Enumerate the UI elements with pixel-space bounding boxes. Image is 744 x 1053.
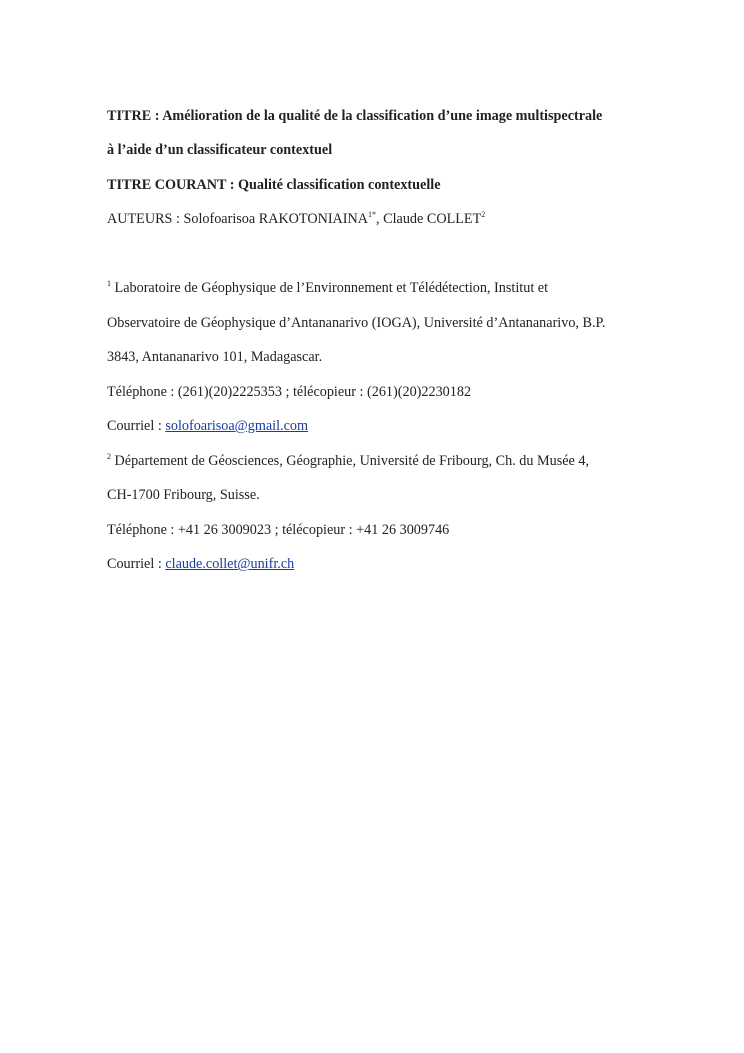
affiliation-2-phone: Téléphone : +41 26 3009023 ; télécopieur : +41 26 3009746 bbox=[107, 522, 450, 538]
affiliation-1-email-link[interactable]: solofoarisoa@gmail.com bbox=[165, 418, 309, 434]
affiliation-1-line-3: 3843, Antananarivo 101, Madagascar. bbox=[107, 349, 323, 365]
title-line-2: à l’aide d’un classificateur contextuel bbox=[107, 142, 333, 158]
authors-line bbox=[107, 210, 485, 228]
affiliation-2-email-link[interactable]: claude.collet@unifr.ch bbox=[165, 556, 295, 572]
author-2-name: Claude COLLET bbox=[383, 211, 482, 227]
title-line-1: TITRE : Amélioration de la qualité de la classification d’une image multispectrale bbox=[107, 108, 603, 124]
affiliation-2-text-1: Département de Géosciences, Géographie, Université de Fribourg, Ch. du Musée 4, bbox=[111, 453, 590, 469]
affiliation-1-line-1 bbox=[107, 279, 548, 297]
affiliation-1-phone: Téléphone : (261)(20)2225353 ; télécopieur : (261)(20)2230182 bbox=[107, 384, 472, 400]
affiliation-2-line-2: CH-1700 Fribourg, Suisse. bbox=[107, 487, 260, 503]
authors-separator: , bbox=[376, 211, 384, 227]
affiliation-1-email-label: Courriel : bbox=[107, 418, 166, 434]
affiliation-1-email-line bbox=[107, 417, 308, 435]
author-1-name: Solofoarisoa RAKOTONIAINA bbox=[183, 211, 369, 227]
author-1-superscript: 1* bbox=[368, 210, 377, 219]
running-title: TITRE COURANT : Qualité classification contextuelle bbox=[107, 177, 441, 193]
affiliation-2-superscript: 2 bbox=[107, 452, 111, 461]
affiliation-2-email-label: Courriel : bbox=[107, 556, 166, 572]
affiliation-1-line-2: Observatoire de Géophysique d’Antananarivo (IOGA), Université d’Antananarivo, B.P. bbox=[107, 315, 606, 331]
affiliation-1-superscript: 1 bbox=[107, 279, 111, 288]
affiliation-2-line-1 bbox=[107, 452, 589, 470]
affiliation-2-email-line bbox=[107, 555, 294, 573]
affiliation-1-text-1: Laboratoire de Géophysique de l’Environnement et Télédétection, Institut et bbox=[111, 280, 549, 296]
authors-label: AUTEURS : bbox=[107, 211, 184, 227]
author-2-superscript: 2 bbox=[481, 210, 486, 219]
